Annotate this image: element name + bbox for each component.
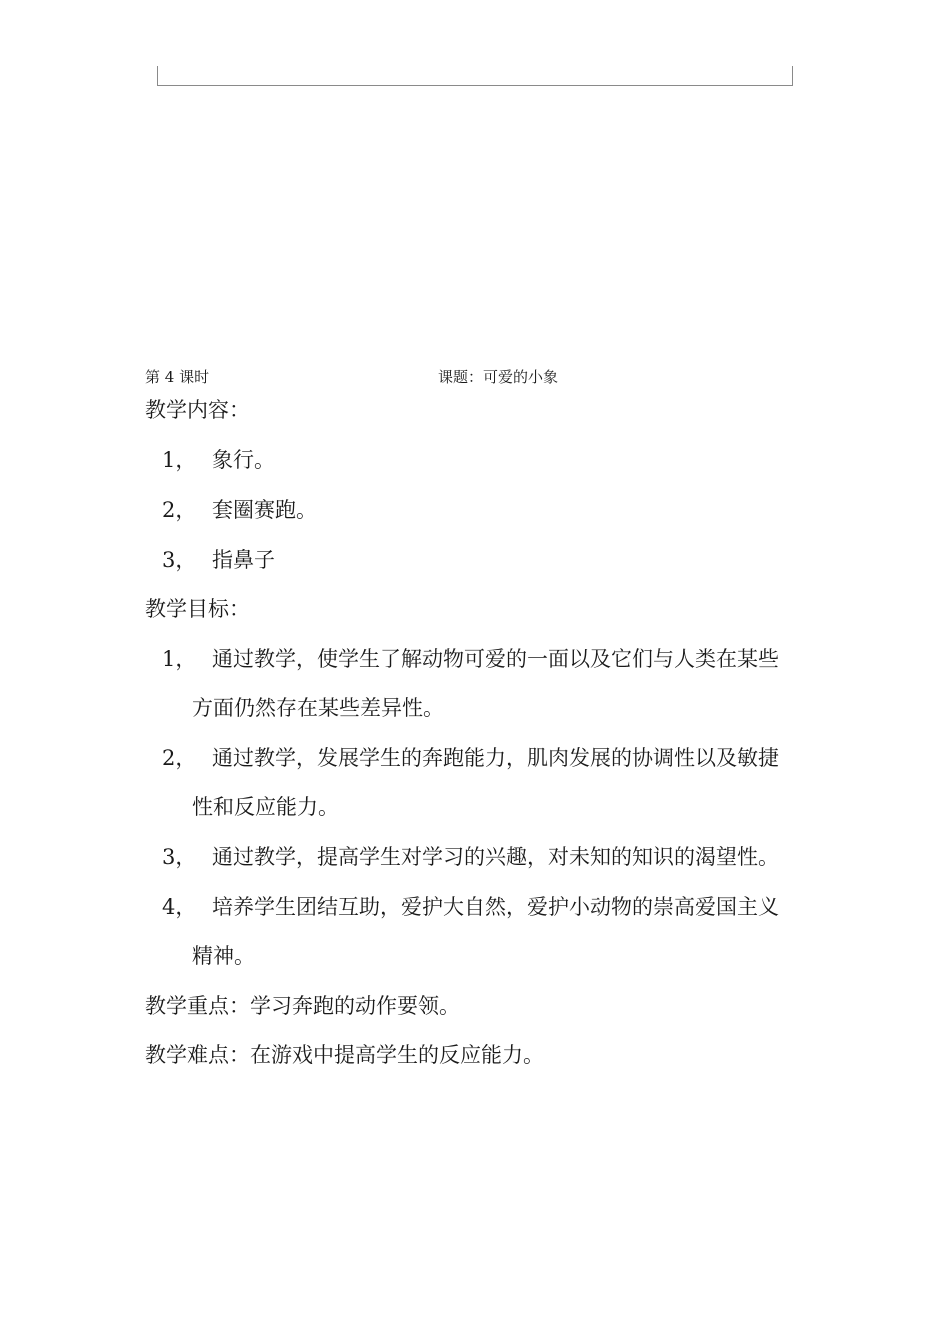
goal-item-text: 通过教学，发展学生的奔跑能力，肌肉发展的协调性以及敏捷 xyxy=(212,746,779,770)
content-item-number: 1， xyxy=(162,448,197,472)
key-point: 教学重点：学习奔跑的动作要领。 xyxy=(145,994,460,1018)
goal-item-number: 2， xyxy=(162,746,197,770)
lesson-number: 第 4 课时 xyxy=(145,368,210,386)
lesson-topic: 课题：可爱的小象 xyxy=(438,368,559,386)
goal-item-continuation: 方面仍然存在某些差异性。 xyxy=(192,696,444,720)
content-item-text: 指鼻子 xyxy=(212,548,275,572)
content-item-text: 象行。 xyxy=(212,448,275,472)
content-item-text: 套圈赛跑。 xyxy=(212,498,317,522)
goal-item-text: 培养学生团结互助，爱护大自然，爱护小动物的崇高爱国主义 xyxy=(212,895,779,919)
goal-item-continuation: 精神。 xyxy=(192,944,255,968)
goal-item-number: 1， xyxy=(162,647,197,671)
content-item-number: 3， xyxy=(162,548,197,572)
content-heading: 教学内容： xyxy=(145,398,250,422)
goal-item-text: 通过教学，提高学生对学习的兴趣，对未知的知识的渴望性。 xyxy=(212,845,779,869)
goal-item-number: 3， xyxy=(162,845,197,869)
goal-item-number: 4， xyxy=(162,895,197,919)
goal-item-continuation: 性和反应能力。 xyxy=(192,795,339,819)
difficulty: 教学难点：在游戏中提高学生的反应能力。 xyxy=(145,1043,544,1067)
goals-heading: 教学目标： xyxy=(145,597,250,621)
table-fragment xyxy=(157,66,793,86)
content-item-number: 2， xyxy=(162,498,197,522)
goal-item-text: 通过教学，使学生了解动物可爱的一面以及它们与人类在某些 xyxy=(212,647,779,671)
